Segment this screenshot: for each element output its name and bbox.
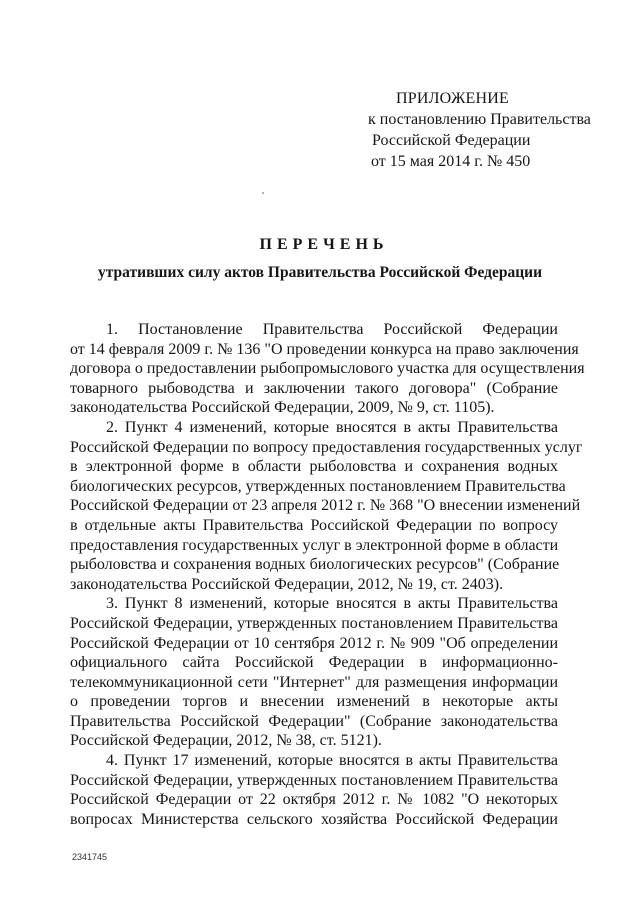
appendix-line: Российской Федерации [372,132,531,149]
body-line: 2. Пункт 4 изменений, которые вносятся в акты Правительства [106,418,558,436]
body-line: Российской Федерации по вопросу предоставления государственных услуг [70,438,583,456]
body-line: вопросах Министерства сельского хозяйства Российской Федерации [70,810,558,828]
body-line: Правительства Российской Федерации" (Собрание законодательства [70,712,558,730]
body-line: телекоммуникационной сети "Интернет" для размещения информации [70,673,558,691]
body-line: Российской Федерации, утвержденных постановлением Правительства [70,614,558,632]
scan-speck [262,192,264,194]
body-line: в электронной форме в области рыболовства и сохранения водных [70,458,558,476]
body-line: в отдельные акты Правительства Российской Федерации по вопросу [70,516,558,534]
document-subtitle: утративших силу актов Правительства Российской Федерации [98,264,542,281]
body-line: официального сайта Российской Федерации в информационно- [70,654,558,672]
appendix-title: ПРИЛОЖЕНИЕ [396,90,510,107]
body-line: Российской Федерации, 2012, № 38, ст. 5121). [70,732,382,750]
body-line: законодательства Российской Федерации, 2012, № 19, ст. 2403). [70,575,504,593]
body-line: договора о предоставлении рыбопромыслового участка для осуществления [70,360,585,378]
appendix-line: от 15 мая 2014 г. № 450 [371,153,531,170]
body-line: 1. Постановление Правительства Российской Федерации [106,321,558,338]
body-line: Российской Федерации от 23 апреля 2012 г. № 368 "О внесении изменений [70,497,581,515]
body-text [70,320,585,829]
body-line: рыболовства и сохранения водных биологических ресурсов" (Собрание [70,556,560,574]
document-title: ПЕРЕЧЕНЬ [259,236,389,253]
body-line: законодательства Российской Федерации, 2009, № 9, ст. 1105). [70,399,495,417]
body-line: о проведении торгов и внесении изменений в некоторые акты [70,693,558,711]
body-line: 3. Пункт 8 изменений, которые вносятся в акты Правительства [106,595,558,613]
body-line: товарного рыбоводства и заключении такого договора" (Собрание [70,379,558,397]
body-line: от 14 февраля 2009 г. № 136 "О проведении конкурса на право заключения [70,340,579,358]
body-line: Российской Федерации от 10 сентября 2012 г. № 909 "Об определении [70,634,558,652]
appendix-line: к постановлению Правительства [368,111,591,128]
document-code: 2341745 [72,852,108,862]
appendix-block [368,88,628,172]
body-line: предоставления государственных услуг в электронной форме в области [70,536,559,554]
body-line: Российской Федерации, утвержденных постановлением Правительства [70,771,558,789]
body-line: Российской Федерации от 22 октября 2012 г. № 1082 "О некоторых [70,791,558,809]
body-line: 4. Пункт 17 изменений, которые вносятся в акты Правительства [106,752,558,770]
body-line: биологических ресурсов, утвержденных постановлением Правительства [70,477,566,495]
